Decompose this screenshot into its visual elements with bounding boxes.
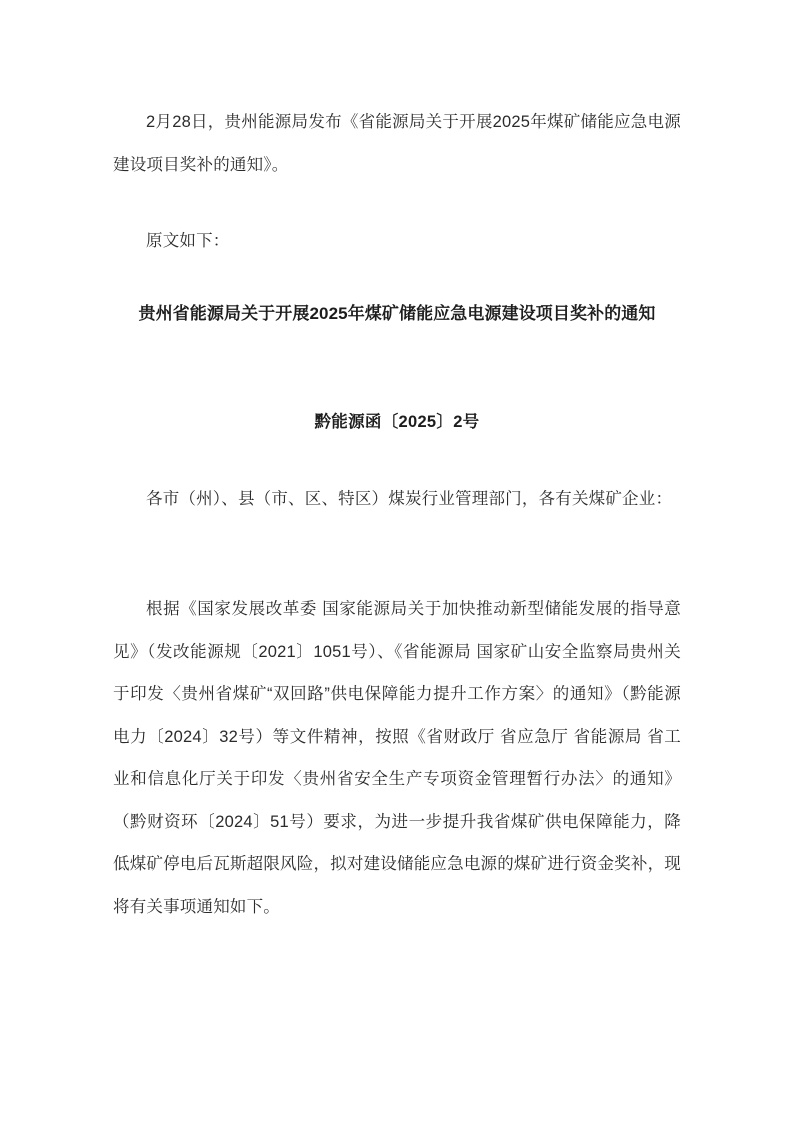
body-paragraph: 根据《国家发展改革委 国家能源局关于加快推动新型储能发展的指导意见》（发改能源规〔2021〕1051号）、《省能源局 国家矿山安全监察局贵州关于印发〈贵州省煤矿“双回路”供电保障能力提升工作方案〉的通知》（黔能源电力〔2024〕32号）等文件精神，按照《省财政厅 省应急厅 省能源局 省工业和信息化厅关于印发〈贵州省安全生产专项资金管理暂行办法〉的通知》（黔财资环〔2024〕51号）要求，为进一步提升我省煤矿供电保障能力，降低煤矿停电后瓦斯超限风险，拟对建设储能应急电源的煤矿进行资金奖补，现将有关事项通知如下。: [113, 600, 681, 916]
document-number: 黔能源函〔2025〕2号: [314, 413, 480, 431]
page-title: 贵州省能源局关于开展2025年煤矿储能应急电源建设项目奖补的通知: [138, 304, 656, 323]
original-text-block: [113, 220, 681, 263]
body-block: [113, 588, 681, 928]
original-text-label: 原文如下：: [146, 232, 230, 250]
document-number-block: [113, 408, 681, 436]
salutation-paragraph: 各市（州）、县（市、区、特区）煤炭行业管理部门，各有关煤矿企业：: [146, 490, 673, 508]
salutation-block: [113, 478, 681, 521]
lede-paragraph: 2月28日，贵州能源局发布《省能源局关于开展2025年煤矿储能应急电源建设项目奖补的通知》。: [113, 113, 681, 174]
title-block: [113, 293, 681, 335]
lede-block: [113, 101, 681, 186]
